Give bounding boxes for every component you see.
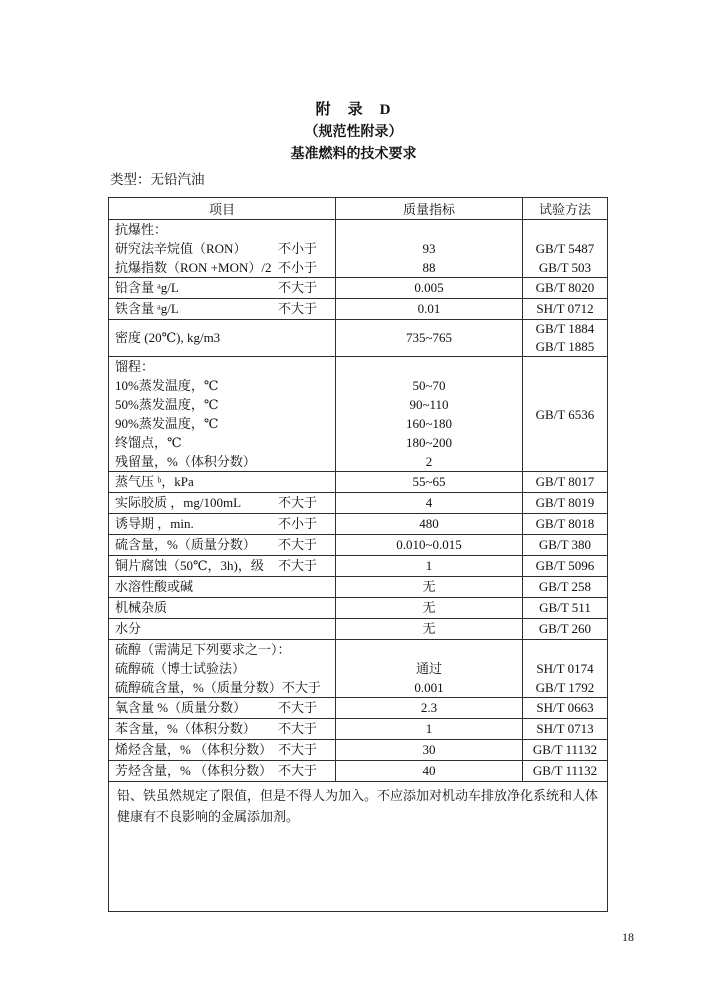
spec-table-head	[109, 198, 608, 220]
item-cell	[109, 514, 336, 535]
item-cell	[109, 320, 336, 357]
item-cell	[109, 761, 336, 782]
value-text: 0.010~0.015	[396, 537, 462, 552]
item-text: 实际胶质 ，mg/100mL	[115, 495, 242, 510]
item-text: 50%蒸发温度，℃	[115, 397, 219, 412]
item-text: 硫醇硫（博士试验法）	[115, 661, 246, 676]
table-row	[109, 320, 608, 357]
item-line	[109, 719, 335, 739]
value-cell	[336, 493, 523, 514]
item-text: 机械杂质	[115, 600, 168, 615]
method-cell	[523, 556, 608, 577]
item-line	[109, 640, 335, 659]
method-text: SH/T 0712	[536, 301, 594, 316]
method-cell	[523, 640, 608, 698]
item-line	[109, 678, 335, 697]
value-text: 0.01	[417, 301, 441, 316]
column-header: 试验方法	[523, 198, 608, 220]
method-text	[523, 640, 607, 659]
item-cell	[109, 598, 336, 619]
item-line	[109, 598, 335, 618]
table-row	[109, 220, 608, 278]
method-text: GB/T 258	[538, 579, 592, 594]
value-cell	[336, 719, 523, 740]
method-text: SH/T 0663	[536, 700, 594, 715]
table-row	[109, 719, 608, 740]
value-cell	[336, 761, 523, 782]
limit-qualifier: 不小于	[277, 260, 317, 275]
method-text: GB/T 503	[538, 260, 592, 275]
limit-qualifier: 不小于	[277, 516, 317, 531]
table-row	[109, 278, 608, 299]
limit-qualifier: 不大于	[277, 301, 317, 316]
method-text: GB/T 1884	[535, 321, 595, 336]
item-text: 硫醇硫含量，%（质量分数）	[115, 680, 282, 695]
method-text: GB/T 8018	[535, 516, 595, 531]
method-text: GB/T 8017	[535, 474, 595, 489]
method-cell	[523, 761, 608, 782]
table-row	[109, 299, 608, 320]
limit-qualifier: 不大于	[277, 721, 317, 736]
method-cell	[523, 493, 608, 514]
method-text: SH/T 0174	[536, 661, 594, 676]
item-line	[109, 278, 335, 298]
column-header: 项目	[109, 198, 336, 220]
value-cell	[336, 577, 523, 598]
item-line	[109, 258, 335, 277]
value-cell	[336, 698, 523, 719]
item-line	[109, 493, 335, 513]
item-line	[109, 698, 335, 718]
appendix-subtitle: （规范性附录）	[304, 125, 403, 140]
limit-qualifier: 不大于	[277, 763, 317, 778]
item-line	[109, 357, 335, 376]
value-text	[336, 357, 522, 376]
value-cell	[336, 535, 523, 556]
value-text: 50~70	[412, 378, 446, 393]
item-line	[109, 514, 335, 534]
item-line	[109, 535, 335, 555]
item-text: 馏程：	[115, 359, 155, 374]
table-row	[109, 598, 608, 619]
method-text: GB/T 1792	[535, 680, 595, 695]
method-text: GB/T 260	[538, 621, 592, 636]
value-cell	[336, 598, 523, 619]
method-text	[523, 220, 607, 239]
limit-qualifier: 不大于	[281, 680, 321, 695]
method-text: GB/T 1885	[535, 339, 595, 354]
item-cell	[109, 698, 336, 719]
table-row	[109, 514, 608, 535]
item-text: 密度 (20℃), kg/m3	[115, 330, 221, 345]
value-cell	[336, 472, 523, 493]
method-cell	[523, 299, 608, 320]
value-text: 1	[425, 721, 433, 736]
item-text: 研究法辛烷值（RON）	[115, 241, 247, 256]
item-text: 苯含量，%（体积分数）	[115, 721, 256, 736]
table-row	[109, 493, 608, 514]
limit-qualifier: 不大于	[277, 495, 317, 510]
limit-qualifier: 不大于	[277, 700, 317, 715]
appendix-title: 附 录 D	[315, 102, 392, 118]
value-text: 735~765	[405, 330, 453, 345]
item-cell	[109, 220, 336, 278]
method-text: GB/T 8019	[535, 495, 595, 510]
value-cell	[336, 220, 523, 278]
item-cell	[109, 278, 336, 299]
value-cell	[336, 619, 523, 640]
item-text: 抗爆指数（RON +MON）/2	[115, 260, 272, 275]
method-text: GB/T 8020	[535, 280, 595, 295]
item-cell	[109, 357, 336, 472]
value-text: 通过	[415, 661, 442, 676]
method-text: GB/T 511	[539, 600, 591, 615]
item-text: 蒸气压 ᵇ，kPa	[115, 474, 194, 489]
value-cell	[336, 514, 523, 535]
value-cell	[336, 357, 523, 472]
value-cell	[336, 740, 523, 761]
method-text: GB/T 380	[538, 537, 592, 552]
method-text: GB/T 6536	[535, 406, 595, 422]
value-text: 2	[425, 454, 433, 469]
item-text: 硫含量，%（质量分数）	[115, 537, 256, 552]
value-text: 55~65	[412, 474, 446, 489]
method-text: GB/T 5487	[535, 241, 595, 256]
value-text: 无	[422, 621, 436, 636]
spec-table-body	[109, 220, 608, 912]
value-cell	[336, 640, 523, 698]
value-text: 90~110	[409, 397, 449, 412]
method-cell	[523, 719, 608, 740]
limit-qualifier: 不小于	[277, 241, 317, 256]
item-cell	[109, 493, 336, 514]
item-text: 终馏点，℃	[115, 435, 182, 450]
method-text: SH/T 0713	[536, 721, 594, 736]
table-row	[109, 577, 608, 598]
method-cell	[523, 619, 608, 640]
item-line	[109, 433, 335, 452]
value-text: 4	[425, 495, 433, 510]
spec-table	[108, 197, 608, 912]
item-line	[109, 619, 335, 639]
value-text: 无	[422, 600, 436, 615]
column-header: 质量指标	[336, 198, 523, 220]
title-block	[0, 99, 707, 166]
item-text: 诱导期 ，min.	[115, 516, 194, 531]
item-text: 铅含量 ᵃg/L	[115, 280, 179, 295]
value-cell	[336, 556, 523, 577]
item-line	[109, 414, 335, 433]
item-line	[109, 395, 335, 414]
method-cell	[523, 220, 608, 278]
value-text: 30	[422, 742, 436, 757]
method-cell	[523, 278, 608, 299]
item-line	[109, 556, 335, 576]
table-row	[109, 761, 608, 782]
item-text: 铜片腐蚀（50℃，3h)，级	[115, 558, 264, 573]
limit-qualifier: 不大于	[277, 742, 317, 757]
item-text: 铁含量 ᵃg/L	[115, 301, 179, 316]
item-text: 水溶性酸或碱	[115, 579, 194, 594]
table-row	[109, 357, 608, 472]
table-row	[109, 640, 608, 698]
value-text: 1	[425, 558, 433, 573]
method-cell	[523, 698, 608, 719]
item-line	[109, 577, 335, 597]
method-cell	[523, 357, 608, 472]
method-cell	[523, 535, 608, 556]
value-text: 160~180	[405, 416, 453, 431]
method-cell	[523, 514, 608, 535]
value-text: 无	[422, 579, 436, 594]
item-cell	[109, 299, 336, 320]
table-row	[109, 535, 608, 556]
value-text: 40	[422, 763, 436, 778]
value-text: 0.005	[414, 280, 444, 295]
value-text	[336, 640, 522, 659]
item-line	[109, 740, 335, 760]
value-text	[336, 220, 522, 239]
item-cell	[109, 556, 336, 577]
item-text: 10%蒸发温度，℃	[115, 378, 219, 393]
item-line	[109, 761, 335, 781]
method-text: GB/T 11132	[532, 742, 598, 757]
value-text: 93	[422, 241, 436, 256]
item-cell	[109, 472, 336, 493]
method-cell	[523, 472, 608, 493]
table-row	[109, 740, 608, 761]
method-cell	[523, 577, 608, 598]
item-text: 残留量，%（体积分数）	[115, 454, 256, 469]
item-cell	[109, 719, 336, 740]
item-text: 烯烃含量，% （体积分数）	[115, 742, 273, 757]
header-row	[109, 198, 608, 220]
method-text: GB/T 5096	[535, 558, 595, 573]
table-row	[109, 619, 608, 640]
item-cell	[109, 619, 336, 640]
item-cell	[109, 577, 336, 598]
item-text: 氧含量 %（质量分数）	[115, 700, 247, 715]
item-line	[109, 239, 335, 258]
limit-qualifier: 不大于	[277, 558, 317, 573]
item-line	[109, 452, 335, 471]
table-note-row	[109, 782, 608, 912]
item-cell	[109, 535, 336, 556]
method-cell	[523, 740, 608, 761]
table-row	[109, 698, 608, 719]
item-line	[109, 220, 335, 239]
limit-qualifier: 不大于	[277, 280, 317, 295]
item-text: 水分	[115, 621, 142, 636]
value-text: 2.3	[420, 700, 438, 715]
table-row	[109, 472, 608, 493]
item-text: 抗爆性：	[115, 222, 168, 237]
value-cell	[336, 299, 523, 320]
method-cell	[523, 598, 608, 619]
value-text: 88	[422, 260, 436, 275]
item-text: 硫醇（需满足下列要求之一）：	[115, 642, 291, 657]
item-cell	[109, 740, 336, 761]
item-line	[109, 659, 335, 678]
value-cell	[336, 278, 523, 299]
table-note: 铅、铁虽然规定了限值，但是不得人为加入。不应添加对机动车排放净化系统和人体健康有不良影响的金属添加剂。	[109, 782, 608, 912]
item-text: 90%蒸发温度，℃	[115, 416, 219, 431]
item-line	[109, 376, 335, 395]
limit-qualifier: 不大于	[277, 537, 317, 552]
item-cell	[109, 640, 336, 698]
page-number: 18	[622, 930, 634, 944]
value-text: 180~200	[405, 435, 453, 450]
value-cell	[336, 320, 523, 357]
method-cell	[523, 320, 608, 357]
item-line	[109, 299, 335, 319]
table-row	[109, 556, 608, 577]
item-text: 芳烃含量，% （体积分数）	[115, 763, 273, 778]
appendix-heading: 基准燃料的技术要求	[290, 147, 417, 162]
value-text: 0.001	[414, 680, 444, 695]
value-text: 480	[419, 516, 439, 531]
item-line	[109, 329, 335, 347]
fuel-type-label: 类型：无铅汽油	[110, 172, 205, 187]
item-line	[109, 472, 335, 492]
method-text: GB/T 11132	[532, 763, 598, 778]
